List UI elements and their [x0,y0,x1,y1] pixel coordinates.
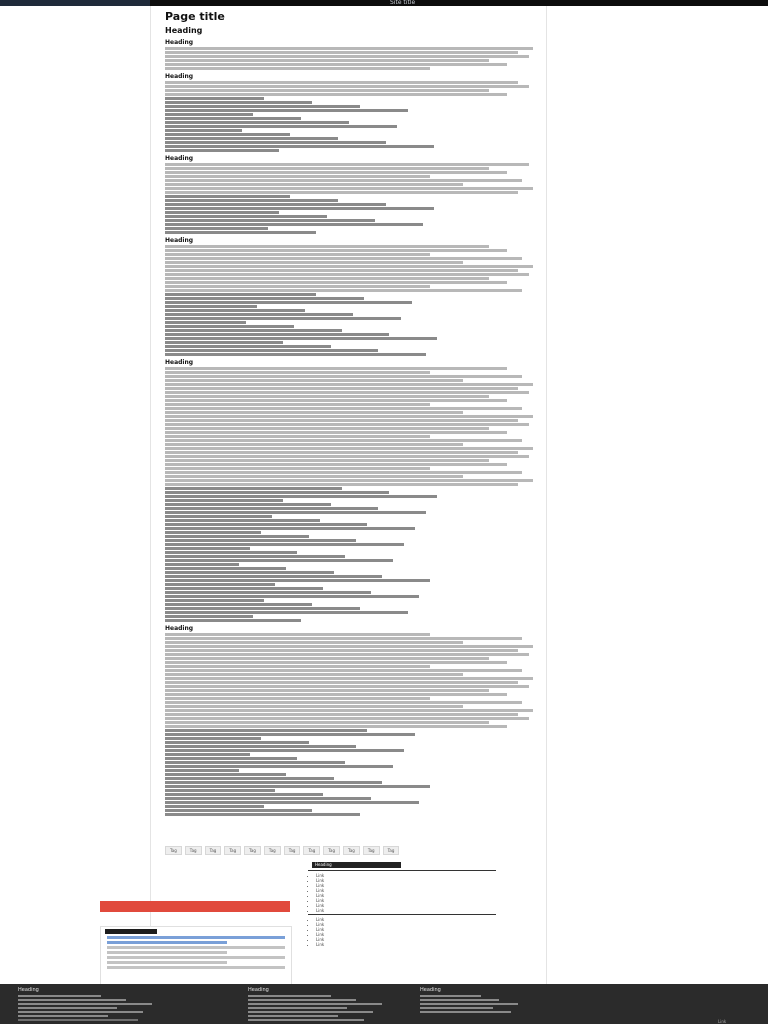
paragraph-line [165,245,489,248]
code-line [165,527,415,530]
article-section [165,625,533,816]
code-line [165,805,264,808]
code-line [165,777,334,780]
code-line [165,587,323,590]
paragraph-line [165,257,522,260]
related-link[interactable]: • Link [316,873,496,877]
copyright-text [18,1019,138,1021]
paragraph-line [165,673,463,676]
code-line [165,773,286,776]
code-line [165,591,371,594]
related-divider [308,870,496,871]
code-line [165,543,404,546]
tag-link[interactable]: Tag [185,846,202,855]
footer-column-title: Heading [18,987,39,993]
code-line [165,129,242,132]
paragraph-line [165,277,489,280]
related-link[interactable]: • Link [316,878,496,882]
paragraph-line [165,713,518,716]
widget-link[interactable] [107,936,285,939]
code-line [165,781,382,784]
intro-heading: Heading [165,26,203,35]
code-line [165,801,419,804]
paragraph-line [165,273,529,276]
code-line [165,499,283,502]
article-content [165,10,533,818]
code-line [165,301,412,304]
paragraph-line [165,411,463,414]
paragraph-line [165,677,533,680]
footer-link[interactable] [18,995,101,997]
code-line [165,539,356,542]
code-line [165,199,338,202]
footer-link[interactable] [420,995,481,997]
paragraph-line [165,459,489,462]
widget-line [107,951,227,954]
paragraph-line [165,653,529,656]
paragraph-line [165,641,463,644]
paragraph-line [165,63,507,66]
code-line [165,141,386,144]
paragraph-line [165,415,533,418]
paragraph-line [165,443,463,446]
article-section [165,359,533,622]
code-line [165,571,334,574]
code-line [165,223,423,226]
paragraph-line [165,717,529,720]
code-line [165,575,382,578]
code-line [165,227,268,230]
paragraph-line [165,701,522,704]
paragraph-line [165,669,522,672]
paragraph-line [165,171,507,174]
footer-column-title: Heading [420,987,441,993]
widget-line [107,956,285,959]
footer-link[interactable] [18,1015,108,1017]
footer-column [248,988,398,1023]
paragraph-line [165,47,533,50]
related-link[interactable]: • Link [316,937,496,941]
related-divider-2 [308,914,496,915]
code-line [165,109,408,112]
paragraph-line [165,665,430,668]
paragraph-line [165,85,529,88]
code-line [165,219,375,222]
code-line [165,97,264,100]
widget-heading [105,929,157,934]
paragraph-line [165,407,522,410]
paragraph-line [165,661,507,664]
paragraph-line [165,681,518,684]
related-link[interactable]: • Link [316,927,496,931]
paragraph-line [165,427,489,430]
paragraph-line [165,379,463,382]
paragraph-line [165,249,507,252]
code-line [165,563,239,566]
code-line [165,297,364,300]
code-line [165,211,279,214]
code-line [165,203,386,206]
code-line [165,511,426,514]
code-line [165,729,367,732]
paragraph-line [165,285,430,288]
footer-link[interactable] [248,1011,373,1013]
tag-link[interactable]: Tag [205,846,222,855]
section-heading: Heading [165,359,194,366]
widget-line [107,961,227,964]
related-link[interactable]: • Link [316,917,496,921]
article-section [165,39,533,70]
tag-link[interactable]: Tag [224,846,241,855]
code-line [165,749,404,752]
code-line [165,515,272,518]
code-line [165,145,434,148]
tag-list [165,846,535,855]
paragraph-line [165,399,507,402]
code-line [165,215,327,218]
code-line [165,547,250,550]
related-link[interactable]: • Link [316,883,496,887]
paragraph-line [165,391,529,394]
tag-link[interactable]: Tag [264,846,281,855]
code-line [165,809,312,812]
section-heading: Heading [165,625,194,632]
section-heading: Heading [165,39,194,46]
code-line [165,503,331,506]
paragraph-line [165,467,430,470]
footer-link[interactable] [248,1015,338,1017]
code-line [165,567,286,570]
paragraph-line [165,289,522,292]
footer-link[interactable] [248,1019,364,1021]
footer-link[interactable] [248,1003,382,1005]
back-to-top-link[interactable]: Link [718,1019,727,1024]
site-footer [0,984,768,1024]
paragraph-line [165,455,529,458]
footer-link[interactable] [18,1003,152,1005]
paragraph-line [165,55,529,58]
related-posts [308,862,496,947]
code-line [165,121,349,124]
code-line [165,353,426,356]
section-heading: Heading [165,237,194,244]
article-sections [165,39,533,816]
tag-link[interactable]: Tag [343,846,360,855]
paragraph-line [165,725,507,728]
code-line [165,329,342,332]
article-section [165,155,533,234]
related-link[interactable]: • Link [316,922,496,926]
code-line [165,337,437,340]
code-line [165,309,305,312]
paragraph-line [165,179,522,182]
paragraph-line [165,265,533,268]
tag-link[interactable]: Tag [383,846,400,855]
code-line [165,231,316,234]
tag-link[interactable]: Tag [303,846,320,855]
code-line [165,349,378,352]
section-heading: Heading [165,155,194,162]
footer-link[interactable] [248,995,331,997]
code-line [165,797,371,800]
page-right-edge [546,6,547,984]
paragraph-line [165,649,518,652]
related-link[interactable]: • Link [316,903,496,907]
paragraph-line [165,637,522,640]
code-line [165,105,360,108]
code-line [165,745,356,748]
code-line [165,785,430,788]
footer-link[interactable] [420,1011,511,1013]
footer-link[interactable] [18,999,126,1001]
page-left-edge [150,6,151,984]
footer-column-title: Heading [248,987,269,993]
article-section [165,237,533,356]
code-line [165,495,437,498]
paragraph-line [165,451,518,454]
site-title[interactable]: Site title [390,0,416,6]
paragraph-line [165,51,518,54]
paragraph-line [165,697,430,700]
paragraph-line [165,471,522,474]
code-line [165,125,397,128]
paragraph-line [165,163,529,166]
paragraph-line [165,175,430,178]
paragraph-line [165,435,430,438]
footer-link[interactable] [18,1011,143,1013]
sidebar-widget [100,926,292,986]
paragraph-line [165,281,507,284]
code-line [165,595,419,598]
code-line [165,757,297,760]
paragraph-line [165,689,489,692]
footer-column [420,988,530,1015]
code-line [165,507,378,510]
code-line [165,317,401,320]
paragraph-line [165,709,533,712]
section-heading: Heading [165,73,194,80]
paragraph-line [165,371,430,374]
paragraph-line [165,685,529,688]
article-section [165,73,533,152]
code-line [165,619,301,622]
page-title: Page title [165,10,225,23]
footer-link[interactable] [248,1007,347,1009]
code-line [165,753,250,756]
code-line [165,793,323,796]
paragraph-line [165,419,518,422]
code-line [165,761,345,764]
related-link[interactable]: • Link [316,888,496,892]
code-line [165,137,338,140]
code-line [165,555,345,558]
code-line [165,101,312,104]
code-line [165,305,257,308]
code-line [165,523,367,526]
related-link[interactable]: • Link [316,942,496,946]
footer-link[interactable] [248,999,356,1001]
code-line [165,293,316,296]
paragraph-line [165,269,518,272]
related-posts-heading: Heading [312,862,401,868]
promo-banner[interactable] [100,901,290,912]
tag-link[interactable]: Tag [284,846,301,855]
code-line [165,325,294,328]
paragraph-line [165,657,489,660]
code-line [165,491,389,494]
tag-link[interactable]: Tag [165,846,182,855]
paragraph-line [165,693,507,696]
code-line [165,113,253,116]
code-line [165,599,264,602]
code-line [165,195,290,198]
paragraph-line [165,483,518,486]
paragraph-line [165,59,489,62]
code-line [165,133,290,136]
code-line [165,607,360,610]
code-line [165,583,275,586]
code-line [165,813,360,816]
tag-link[interactable]: Tag [244,846,261,855]
paragraph-line [165,633,430,636]
footer-link[interactable] [420,1003,518,1005]
paragraph-line [165,479,533,482]
code-line [165,733,415,736]
paragraph-line [165,387,518,390]
related-link[interactable]: • Link [316,893,496,897]
related-link[interactable]: • Link [316,932,496,936]
code-line [165,341,283,344]
code-line [165,741,309,744]
paragraph-line [165,463,507,466]
code-line [165,535,309,538]
code-line [165,345,331,348]
related-list [308,873,496,912]
paragraph-line [165,187,533,190]
code-line [165,519,320,522]
paragraph-line [165,705,463,708]
paragraph-line [165,439,522,442]
paragraph-line [165,367,507,370]
paragraph-line [165,375,522,378]
code-line [165,321,246,324]
paragraph-line [165,383,533,386]
paragraph-line [165,191,518,194]
code-line [165,611,408,614]
code-line [165,789,275,792]
code-line [165,333,389,336]
footer-link[interactable] [420,999,499,1001]
paragraph-line [165,721,489,724]
code-line [165,737,261,740]
paragraph-line [165,447,533,450]
paragraph-line [165,645,533,648]
top-navigation-dark-strip [150,0,768,6]
related-link[interactable]: • Link [316,898,496,902]
paragraph-line [165,475,463,478]
paragraph-line [165,93,507,96]
paragraph-line [165,423,529,426]
code-line [165,117,301,120]
paragraph-line [165,253,430,256]
paragraph-line [165,261,463,264]
widget-line [107,966,285,969]
footer-column [18,988,168,1023]
footer-link[interactable] [18,1007,117,1009]
code-line [165,531,261,534]
code-line [165,765,393,768]
code-line [165,579,430,582]
paragraph-line [165,395,489,398]
paragraph-line [165,403,430,406]
paragraph-line [165,89,489,92]
tag-link[interactable]: Tag [363,846,380,855]
paragraph-line [165,183,463,186]
paragraph-line [165,67,430,70]
code-line [165,207,434,210]
paragraph-line [165,431,507,434]
paragraph-line [165,167,489,170]
code-line [165,487,342,490]
tag-link[interactable]: Tag [323,846,340,855]
footer-link[interactable] [420,1007,493,1009]
code-line [165,603,312,606]
code-line [165,149,279,152]
widget-link[interactable] [107,941,227,944]
related-link[interactable]: • Link [316,908,496,912]
paragraph-line [165,81,518,84]
code-line [165,551,297,554]
code-line [165,559,393,562]
code-line [165,769,239,772]
code-line [165,313,353,316]
widget-line [107,946,285,949]
code-line [165,615,253,618]
related-list-more [308,917,496,946]
